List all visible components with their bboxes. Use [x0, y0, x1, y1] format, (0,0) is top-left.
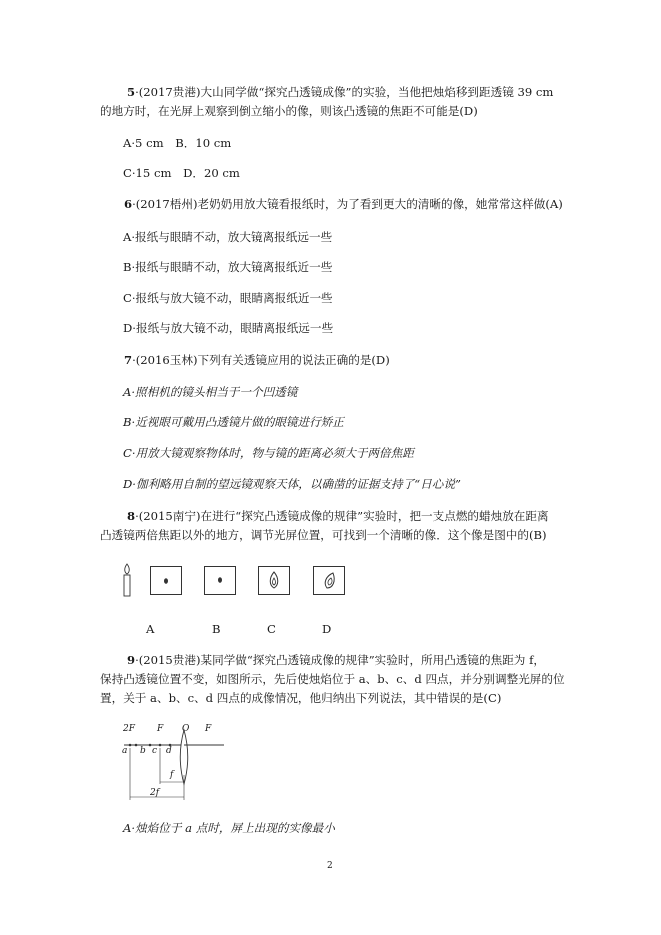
q5-line2: 的地方时，在光屏上观察到倒立缩小的像，则该凸透镜的焦距不可能是(D): [100, 104, 478, 118]
q8-number: 8: [127, 509, 136, 523]
option-label-c: C: [267, 622, 276, 636]
image-box-a: [150, 566, 182, 595]
option-label-d: D: [322, 622, 332, 636]
q8-line1: [127, 508, 549, 524]
q7-option-a: A·照相机的镜头相当于一个凹透镜: [123, 385, 298, 399]
option-label-a: A: [146, 622, 155, 636]
image-box-d: [313, 566, 345, 595]
q9-option-a: A·烛焰位于 a 点时，屏上出现的实像最小: [123, 821, 335, 835]
q6-option-a: A·报纸与眼睛不动，放大镜离报纸远一些: [123, 230, 333, 244]
q5-options-cd: C·15 cm D．20 cm: [123, 166, 240, 180]
q7-option-b: B·近视眼可戴用凸透镜片做的眼镜进行矫正: [123, 415, 344, 429]
label-c: c: [152, 746, 158, 756]
q6-option-c: C·报纸与放大镜不动，眼睛离报纸近一些: [123, 291, 333, 305]
q5-line1: [127, 84, 553, 100]
q9-line3: 置，关于 a、b、c、d 四点的成像情况，他归纳出下列说法，其中错误的是(C): [100, 691, 502, 705]
label-a: a: [122, 746, 128, 756]
q5-stem: ·(2017贵港)大山同学做“探究凸透镜成像”的实验，当他把烛焰移到距透镜 39 cm: [135, 85, 554, 99]
q7-stem-line: [124, 352, 390, 368]
label-F-left: F: [157, 724, 164, 734]
q6-stem: ·(2017梧州)老奶奶用放大镜看报纸时，为了看到更大的清晰的像，她常常这样做(A): [132, 197, 563, 211]
label-2f: 2f: [150, 788, 160, 798]
q6-option-d: D·报纸与放大镜不动，眼睛离报纸远一些: [123, 321, 334, 335]
candle-figure: [120, 562, 134, 598]
page-number: 2: [327, 861, 333, 871]
inverted-small-flame-icon: [205, 567, 235, 594]
q6-option-b: B·报纸与眼睛不动，放大镜离报纸近一些: [123, 260, 333, 274]
q8-line2: 凸透镜两倍焦距以外的地方，调节光屏位置，可找到一个清晰的像．这个像是图中的(B): [100, 528, 547, 542]
label-F-right: F: [205, 724, 212, 734]
image-box-c: [258, 566, 290, 595]
q7-option-c: C·用放大镜观察物体时，物与镜的距离必须大于两倍焦距: [123, 446, 414, 460]
q7-stem: ·(2016玉林)下列有关透镜应用的说法正确的是(D): [132, 353, 390, 367]
large-flame-icon: [259, 567, 289, 594]
q8-stem: ·(2015南宁)在进行“探究凸透镜成像的规律”实验时，把一支点燃的蜡烛放在距离: [135, 509, 549, 523]
label-b: b: [140, 746, 146, 756]
q9-stem: ·(2015贵港)某同学做“探究凸透镜成像的规律”实验时，所用凸透镜的焦距为 f，: [135, 653, 545, 667]
lens-diagram: [118, 724, 228, 810]
q9-line1: [127, 652, 545, 668]
q9-line2: 保持凸透镜位置不变，如图所示，先后使烛焰位于 a、b、c、d 四点，并分别调整光屏的位: [100, 672, 565, 686]
image-box-b: [204, 566, 236, 595]
small-flame-icon: [151, 567, 181, 594]
q6-stem-line: [124, 196, 563, 212]
q7-number: 7: [124, 353, 133, 367]
label-2F: 2F: [123, 724, 135, 734]
q7-option-d: D·伽利略用自制的望远镜观察天体，以确凿的证据支持了“日心说”: [123, 477, 461, 491]
option-label-b: B: [212, 622, 221, 636]
q5-options-ab: A·5 cm B．10 cm: [123, 136, 232, 150]
q5-number: 5: [127, 85, 136, 99]
tilted-large-flame-icon: [314, 567, 344, 594]
q6-number: 6: [124, 197, 133, 211]
q9-number: 9: [127, 653, 136, 667]
label-O: O: [182, 724, 190, 734]
label-d: d: [166, 746, 172, 756]
label-f: f: [170, 770, 174, 780]
